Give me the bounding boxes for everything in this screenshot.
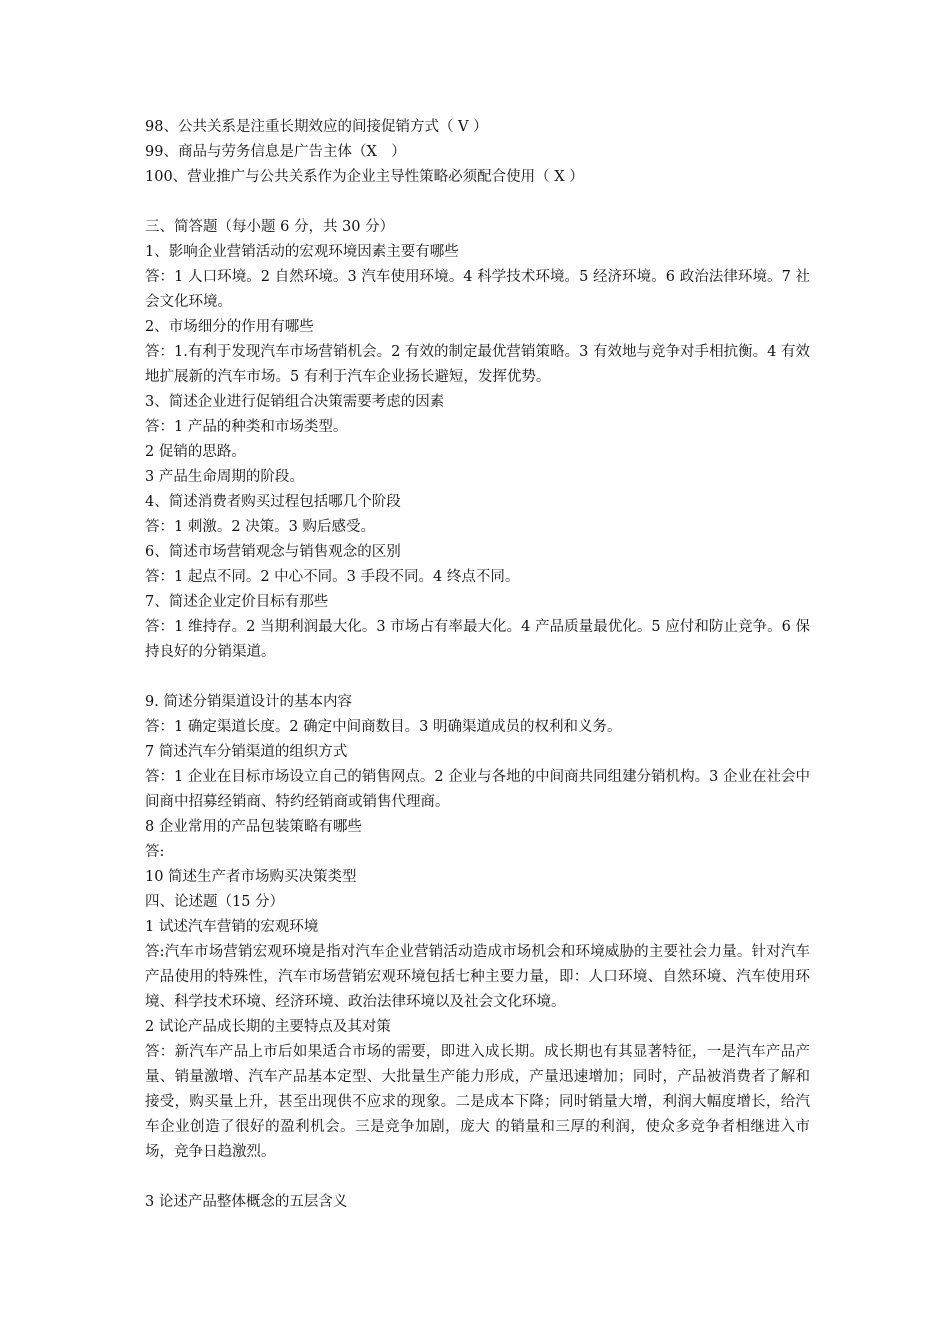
question-3: 3、简述企业进行促销组合决策需要考虑的因素 [145, 394, 445, 410]
question-8: 8 企业常用的产品包装策略有哪些 [145, 819, 362, 835]
question-4: 4、简述消费者购买过程包括哪几个阶段 [145, 494, 401, 510]
spacer [145, 190, 810, 215]
question-1: 1、影响企业营销活动的宏观环境因素主要有哪些 [145, 244, 459, 260]
question-2: 2、市场细分的作用有哪些 [145, 319, 314, 335]
answer-7: 答：1 维持存。2 当期利润最大化。3 市场占有率最大化。4 产品质量最优化。5 应付和防止竞争。6 保持良好的分销渠道。 [145, 619, 810, 660]
answer-7b: 答：1 企业在目标市场设立自己的销售网点。2 企业与各地的中间商共同组建分销机构。3 企业在社会中间商中招募经销商、特约经销商或销售代理商。 [145, 769, 810, 810]
tf-item-100: 100、营业推广与公共关系作为企业主导性策略必须配合使用（ X ） [145, 169, 584, 185]
question-10: 10 简述生产者市场购买决策类型 [145, 869, 357, 885]
essay-question-3: 3 论述产品整体概念的五层含义 [145, 1194, 348, 1210]
spacer [145, 1165, 810, 1190]
question-9: 9. 简述分销渠道设计的基本内容 [145, 694, 352, 710]
answer-2: 答：1.有利于发现汽车市场营销机会。2 有效的制定最优营销策略。3 有效地与竞争对手相抗衡。4 有效地扩展新的汽车市场。5 有利于汽车企业扬长避短，发挥优势。 [145, 344, 810, 385]
tf-item-99: 99、商品与劳务信息是广告主体（X ） [145, 144, 406, 160]
answer-8: 答: [145, 844, 165, 860]
essay-answer-2: 答：新汽车产品上市后如果适合市场的需要，即进入成长期。成长期也有其显著特征，一是汽车产品产量、销量激增、汽车产品基本定型、大批量生产能力形成，产量迅速增加；同时，产品被消费者了解和接受，购买量上升，甚至出现供不应求的现象。二是成本下降；同时销量大增，利润大幅度增长，给汽车企业创造了很好的盈利机会。三是竞争加剧，庞大 的销量和三厚的利润，使众多竞争者相继进入市场，竞争日趋激烈。 [145, 1044, 810, 1160]
question-7: 7、简述企业定价目标有那些 [145, 594, 329, 610]
spacer [145, 665, 810, 690]
answer-3c: 3 产品生命周期的阶段。 [145, 469, 304, 485]
answer-9: 答：1 确定渠道长度。2 确定中间商数目。3 明确渠道成员的权利和义务。 [145, 719, 622, 735]
answer-1: 答：1 人口环境。2 自然环境。3 汽车使用环境。4 科学技术环境。5 经济环境。6 政治法律环境。7 社会文化环境。 [145, 269, 810, 310]
essay-question-1: 1 试述汽车营销的宏观环境 [145, 919, 319, 935]
document-page [145, 115, 810, 1215]
essay-answer-1: 答:汽车市场营销宏观环境是指对汽车企业营销活动造成市场机会和环境威胁的主要社会力量。针对汽车产品使用的特殊性，汽车市场营销宏观环境包括七种主要力量，即：人口环境、自然环境、汽车使用环境、科学技术环境、经济环境、政治法律环境以及社会文化环境。 [145, 944, 810, 1010]
section-heading-short-answer: 三、简答题（每小题 6 分，共 30 分） [145, 219, 395, 235]
section-heading-essay: 四、论述题（15 分） [145, 894, 285, 910]
answer-4: 答：1 刺激。2 决策。3 购后感受。 [145, 519, 376, 535]
essay-question-2: 2 试论产品成长期的主要特点及其对策 [145, 1019, 391, 1035]
answer-6: 答：1 起点不同。2 中心不同。3 手段不同。4 终点不同。 [145, 569, 520, 585]
question-7b: 7 简述汽车分销渠道的组织方式 [145, 744, 348, 760]
tf-item-98: 98、公共关系是注重长期效应的间接促销方式（ V ） [145, 119, 488, 135]
question-6: 6、简述市场营销观念与销售观念的区别 [145, 544, 401, 560]
answer-3a: 答：1 产品的种类和市场类型。 [145, 419, 348, 435]
answer-3b: 2 促销的思路。 [145, 444, 246, 460]
